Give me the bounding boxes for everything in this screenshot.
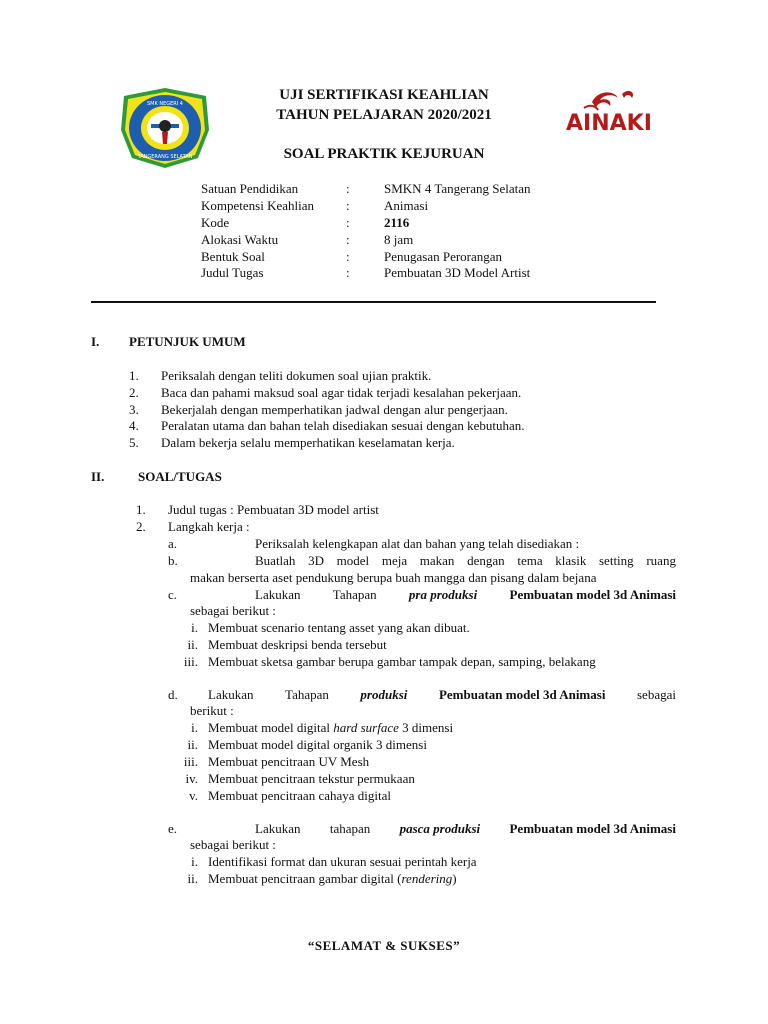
list-number: 2. [129, 385, 139, 400]
step-letter: c. [168, 587, 178, 602]
list-item: Bekerjalah dengan memperhatikan jadwal dengan alur pengerjaan. [161, 402, 508, 417]
word: tema [517, 553, 543, 568]
sub-item [208, 720, 453, 736]
step-text [255, 821, 676, 837]
info-value: Animasi [384, 198, 429, 213]
step-letter: a. [168, 536, 178, 551]
phase-name: pra produksi [408, 587, 478, 602]
list-number: 1. [136, 502, 146, 517]
word: makan [419, 553, 455, 568]
info-label: Kode [201, 215, 230, 230]
sub-item [208, 871, 457, 887]
header-subtitle: SOAL PRAKTIK KEJURUAN [283, 146, 485, 162]
text: ) [452, 871, 457, 886]
sub-number: iii. [183, 754, 198, 769]
info-sep: : [346, 198, 350, 213]
list-item: Dalam bekerja selalu memperhatikan keselamatan kerja. [161, 435, 455, 450]
sub-item: Membuat pencitraan tekstur permukaan [208, 771, 415, 786]
svg-text:TANGERANG SELATAN: TANGERANG SELATAN [137, 154, 193, 160]
sub-number: i. [191, 854, 198, 869]
sub-item: Membuat model digital organik 3 dimensi [208, 737, 427, 752]
phase-name: pasca produksi [399, 821, 481, 836]
word: Lakukan [255, 821, 301, 836]
word: 3D [308, 553, 324, 568]
info-label: Satuan Pendidikan [201, 181, 299, 196]
info-value: 2116 [384, 215, 410, 230]
list-number: 3. [129, 402, 139, 417]
step-text-cont: makan berserta aset pendukung berupa buah mangga dan pisang dalam bejana [190, 570, 597, 585]
section-title: PETUNJUK UMUM [129, 334, 246, 349]
section-numeral: II. [91, 469, 105, 484]
list-number: 4. [129, 418, 139, 433]
sub-item: Membuat deskripsi benda tersebut [208, 637, 387, 652]
header-title-2: TAHUN PELAJARAN 2020/2021 [276, 107, 492, 123]
sub-number: i. [191, 620, 198, 635]
step-text: Periksalah kelengkapan alat dan bahan yang telah disediakan : [255, 536, 580, 551]
info-value: Penugasan Perorangan [384, 249, 503, 264]
phase-title: Pembuatan model 3d Animasi [509, 587, 676, 602]
info-value: Pembuatan 3D Model Artist [384, 265, 531, 280]
list-item: Baca dan pahami maksud soal agar tidak terjadi kesalahan pekerjaan. [161, 385, 522, 400]
sub-item: Identifikasi format dan ukuran sesuai perintah kerja [208, 854, 477, 869]
info-label: Alokasi Waktu [201, 232, 279, 247]
step-text-cont: sebagai berikut : [190, 603, 276, 618]
list-item: Langkah kerja : [168, 519, 250, 534]
sub-item: Membuat sketsa gambar berupa gambar tampak depan, samping, belakang [208, 654, 596, 669]
info-sep: : [346, 249, 350, 264]
info-value: SMKN 4 Tangerang Selatan [384, 181, 531, 196]
list-number: 1. [129, 368, 139, 383]
phase-title: Pembuatan model 3d Animasi [509, 821, 676, 836]
word: tahapan [329, 821, 371, 836]
sub-number: ii. [187, 871, 198, 886]
word: Tahapan [285, 687, 329, 702]
sub-number: iii. [183, 654, 198, 669]
sub-number: iv. [185, 771, 198, 786]
sub-number: ii. [187, 737, 198, 752]
sub-item: Membuat pencitraan UV Mesh [208, 754, 370, 769]
word: Tahapan [332, 587, 377, 602]
word: meja [381, 553, 408, 568]
step-text-cont: sebagai berikut : [190, 837, 276, 852]
header-title-1: UJI SERTIFIKASI KEAHLIAN [279, 87, 489, 103]
sub-item: Membuat pencitraan cahaya digital [208, 788, 392, 803]
word: sebagai [636, 687, 676, 702]
italic-term: hard surface [333, 720, 399, 735]
svg-text:SMK NEGERI 4: SMK NEGERI 4 [146, 101, 184, 107]
step-text [208, 687, 676, 703]
step-letter: b. [168, 553, 178, 568]
list-item: Peralatan utama dan bahan telah disediakan sesuai dengan kebutuhan. [161, 418, 525, 433]
info-label: Kompetensi Keahlian [201, 198, 314, 213]
word: klasik [555, 553, 587, 568]
list-number: 2. [136, 519, 146, 534]
step-letter: d. [168, 687, 178, 702]
step-text-cont: berikut : [190, 703, 234, 718]
word: setting [599, 553, 634, 568]
sub-item: Membuat scenario tentang asset yang akan dibuat. [208, 620, 470, 635]
sub-number: ii. [187, 637, 198, 652]
info-sep: : [346, 265, 350, 280]
list-item: Judul tugas : Pembuatan 3D model artist [168, 502, 379, 517]
word: Lakukan [208, 687, 254, 702]
svg-text:AINAKI: AINAKI [566, 111, 652, 136]
text: Membuat pencitraan gambar digital ( [208, 871, 402, 886]
list-item: Periksalah dengan teliti dokumen soal ujian praktik. [161, 368, 432, 383]
info-value: 8 jam [384, 232, 414, 247]
info-sep: : [346, 181, 350, 196]
word: dengan [467, 553, 505, 568]
info-label: Judul Tugas [201, 265, 264, 280]
info-label: Bentuk Soal [201, 249, 265, 264]
divider [91, 301, 656, 303]
word: Buatlah [255, 553, 296, 568]
info-sep: : [346, 232, 350, 247]
phase-name: produksi [360, 687, 408, 702]
phase-title: Pembuatan model 3d Animasi [438, 687, 606, 702]
text: 3 dimensi [398, 720, 454, 735]
word: ruang [646, 553, 676, 568]
word: Lakukan [255, 587, 301, 602]
section-numeral: I. [91, 334, 100, 349]
italic-term: rendering [401, 871, 453, 886]
step-letter: e. [168, 821, 178, 836]
word: model [336, 553, 370, 568]
info-sep: : [346, 215, 350, 230]
section-title: SOAL/TUGAS [138, 469, 222, 484]
text: Membuat model digital [208, 720, 334, 735]
sub-number: v. [189, 788, 198, 803]
sub-number: i. [191, 720, 198, 735]
closing-message: “SELAMAT & SUKSES” [307, 938, 461, 953]
step-text [255, 587, 676, 603]
list-number: 5. [129, 435, 139, 450]
step-text [255, 553, 676, 569]
